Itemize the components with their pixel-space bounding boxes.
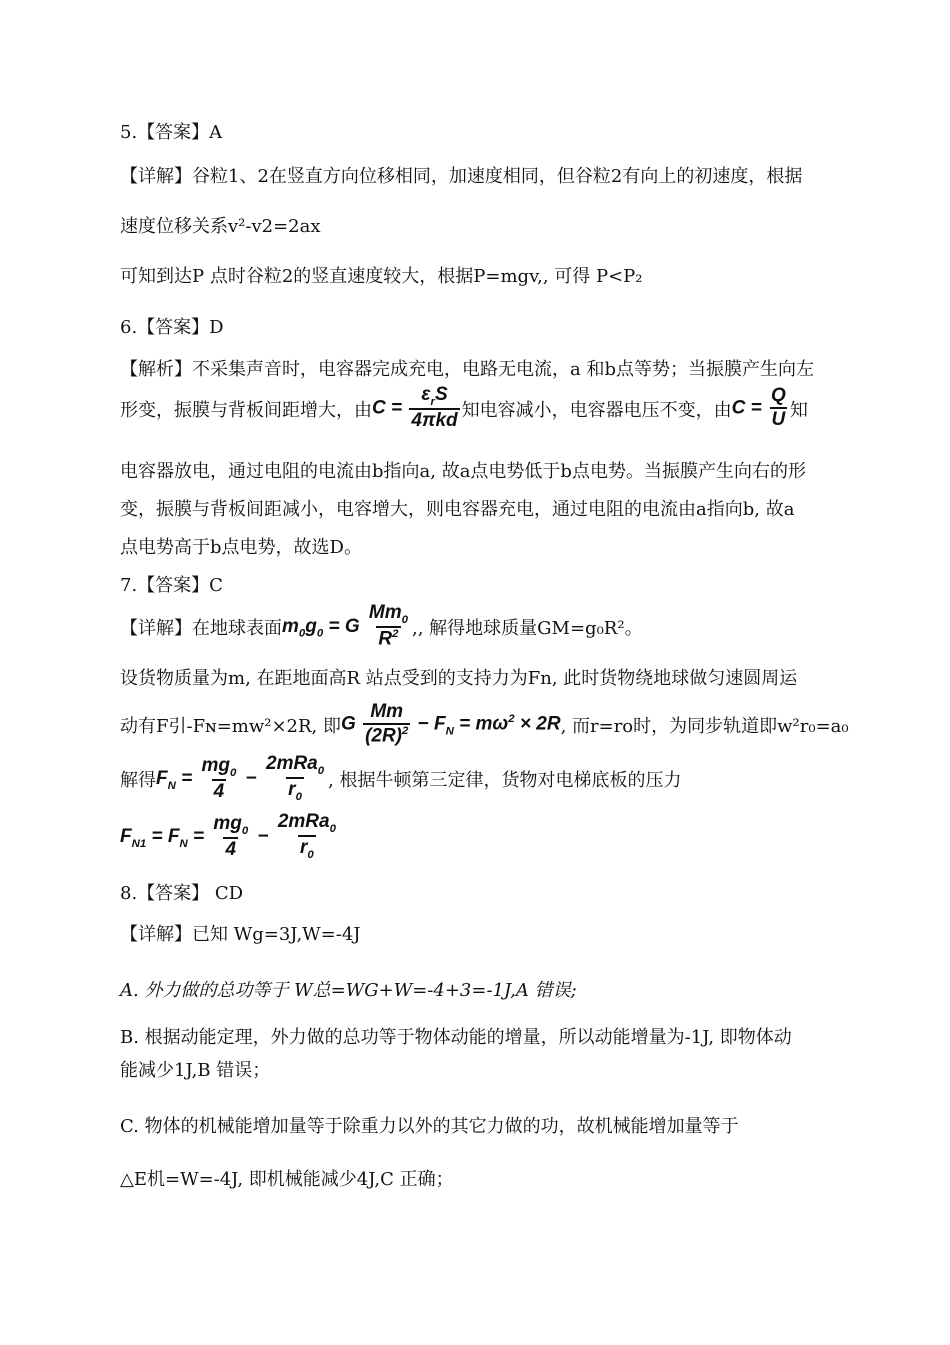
answer-7-line-4-text-b: , 根据牛顿第三定律，货物对电梯底板的压力 — [328, 770, 682, 792]
answer-6-heading: 6.【答案】D — [120, 317, 224, 338]
answer-5-line-2: 速度位移关系v²-v2=2ax — [120, 216, 321, 237]
answer-6-line-5: 点电势高于b点电势，故选D。 — [120, 537, 362, 558]
pressure-formula: $F_{N1} = F_N$ = $\frac{mg_0}{4}$ − $\frac{2mRa_0}{r_0}$ — [120, 811, 336, 862]
answer-6-line-1: 【解析】不采集声音时，电容器完成充电，电路无电流，a 和b点等势；当振膜产生向左 — [120, 359, 814, 380]
answer-8-line-5: C. 物体的机械能增加量等于除重力以外的其它力做的功，故机械能增加量等于 — [120, 1116, 739, 1137]
answer-7-line-3-text-a: 动有F引-Fɴ=mw²×2R, 即 — [120, 715, 341, 737]
capacitance-charge-formula: C = $\frac{Q}{U}$ — [731, 385, 786, 431]
capacitance-formula: C = $\frac{\varepsilon_rS}{\text{4πkd}}$ — [372, 384, 458, 432]
normal-force-formula: $F_N$ = $\frac{mg_0}{4}$ − $\frac{2mRa_0}{r_0}$ — [156, 753, 325, 804]
answer-7-line-1 — [120, 603, 643, 651]
answer-6-line-2-text-c: 知 — [789, 399, 808, 421]
answer-7-line-1-text-b: ,, 解得地球质量GM=g₀R²。 — [412, 617, 643, 639]
answer-5-line-3: 可知到达P 点时谷粒2的竖直速度较大，根据P=mgv,, 可得 P<P₂ — [120, 266, 643, 287]
answer-7-line-3 — [120, 702, 849, 747]
answer-6-line-2 — [120, 385, 808, 432]
circular-motion-formula: G $\frac{Mm}{(2R)^2}$ − $F_N = m\omega^2 \times 2R$ — [341, 701, 561, 747]
answer-6-line-2-text-a: 形变，振膜与背板间距增大，由 — [120, 399, 372, 421]
answer-6-line-2-text-b: 知电容减小，电容器电压不变，由 — [461, 399, 732, 421]
answer-8-heading: 8.【答案】 CD — [120, 883, 244, 904]
answer-6-line-4: 变，振膜与背板间距减小，电容增大，则电容器充电，通过电阻的电流由a指向b, 故a — [120, 499, 795, 520]
answer-8-line-6: △E机=W=-4J, 即机械能减少4J,C 正确； — [120, 1169, 454, 1190]
answer-7-line-3-text-b: , 而r=ro时，为同步轨道即w²r₀=a₀ — [560, 715, 849, 737]
answer-7-heading: 7.【答案】C — [120, 575, 223, 596]
answer-8-line-3: B. 根据动能定理，外力做的总功等于物体动能的增量，所以动能增量为-1J, 即物体动 — [120, 1027, 792, 1048]
answer-8-line-4: 能减少1J,B 错误； — [120, 1060, 271, 1081]
answer-7-line-1-text-a: 【详解】在地球表面 — [120, 617, 282, 639]
answer-7-line-4 — [120, 754, 682, 804]
answer-5-line-1: 【详解】谷粒1、2在竖直方向位移相同，加速度相同，但谷粒2有向上的初速度，根据 — [120, 166, 803, 187]
answer-5-heading: 5.【答案】A — [120, 122, 223, 143]
answer-8-line-1: 【详解】已知 Wg=3J,W=-4J — [120, 924, 361, 945]
answer-7-line-2: 设货物质量为m, 在距地面高R 站点受到的支持力为Fn, 此时货物绕地球做匀速圆周运 — [120, 668, 798, 689]
answer-6-line-3: 电容器放电，通过电阻的电流由b指向a, 故a点电势低于b点电势。当振膜产生向右的形 — [120, 461, 806, 482]
answer-7-line-4-text-a: 解得 — [120, 770, 156, 792]
surface-gravity-formula: $m_0g_0 = G$ $\frac{Mm_0}{R^2}$ — [282, 602, 408, 650]
answer-8-line-2: A. 外力做的总功等于 W总=WG+W=-4+3=-1J,A 错误; — [120, 980, 577, 1001]
